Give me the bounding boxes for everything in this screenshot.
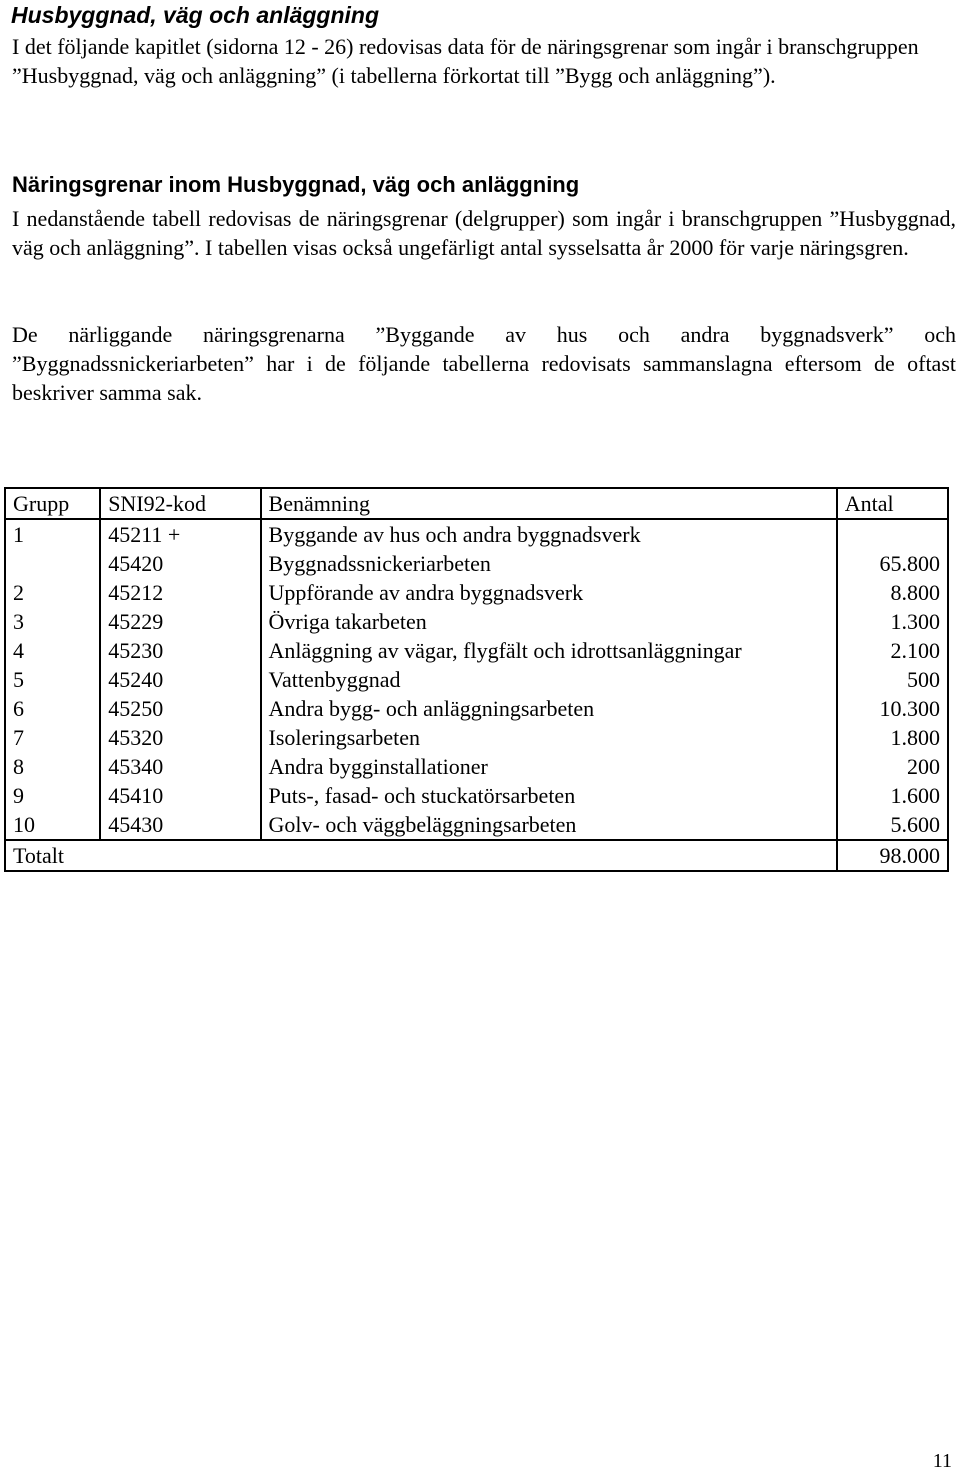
cell-benamning: Isoleringsarbeten	[261, 723, 837, 752]
cell-benamning: Anläggning av vägar, flygfält och idrottsanläggningar	[261, 636, 837, 665]
cell-grupp: 2	[5, 578, 100, 607]
cell-kod: 45320	[100, 723, 260, 752]
table-total-row	[5, 840, 948, 871]
cell-grupp: 3	[5, 607, 100, 636]
cell-antal: 1.600	[837, 781, 948, 810]
cell-antal: 1.800	[837, 723, 948, 752]
header-antal: Antal	[837, 488, 948, 519]
cell-benamning: Vattenbyggnad	[261, 665, 837, 694]
header-sni-kod: SNI92-kod	[100, 488, 260, 519]
table-body	[5, 519, 948, 871]
description-paragraph: I nedanstående tabell redovisas de näringsgrenar (delgrupper) som ingår i branschgruppen ”Husbyggnad, väg och anläggning”. I tabellen visas också ungefärligt antal sysselsatta år 2000 för varje näringsgren.	[12, 206, 956, 260]
cell-grupp: 4	[5, 636, 100, 665]
cell-antal: 65.800	[837, 519, 948, 578]
cell-grupp: 1	[5, 519, 100, 578]
cell-kod: 45250	[100, 694, 260, 723]
total-value: 98.000	[837, 840, 948, 871]
table-row	[5, 694, 948, 723]
cell-grupp: 5	[5, 665, 100, 694]
cell-kod: 45240	[100, 665, 260, 694]
intro-paragraph: I det följande kapitlet (sidorna 12 - 26) redovisas data för de näringsgrenar som ingår i branschgruppen ”Husbyggnad, väg och anläggning” (i tabellerna förkortat till ”Bygg och anläggning”).	[12, 34, 919, 88]
table-row	[5, 810, 948, 840]
total-label: Totalt	[5, 840, 837, 871]
cell-antal: 1.300	[837, 607, 948, 636]
note-paragraph: De närliggande näringsgrenarna ”Byggande av hus och andra byggnadsverk” och ”Byggnadssnickeriarbeten” har i de följande tabellerna redovisats sammanslagna eftersom de oftast beskriver samma sak.	[12, 322, 956, 405]
cell-benamning: Andra bygginstallationer	[261, 752, 837, 781]
table-row	[5, 752, 948, 781]
cell-antal: 10.300	[837, 694, 948, 723]
cell-antal: 500	[837, 665, 948, 694]
cell-antal: 5.600	[837, 810, 948, 840]
cell-benamning-line: Byggande av hus och andra byggnadsverk	[268, 522, 641, 547]
table-row	[5, 781, 948, 810]
cell-antal: 200	[837, 752, 948, 781]
table-header-row	[5, 488, 948, 519]
table-row	[5, 578, 948, 607]
cell-kod: 45230	[100, 636, 260, 665]
cell-grupp: 9	[5, 781, 100, 810]
cell-benamning: Golv- och väggbeläggningsarbeten	[261, 810, 837, 840]
page-number: 11	[932, 1450, 952, 1472]
header-benamning: Benämning	[261, 488, 837, 519]
cell-kod: 45340	[100, 752, 260, 781]
industry-table	[4, 487, 949, 872]
chapter-heading: Husbyggnad, väg och anläggning	[11, 2, 380, 28]
cell-grupp: 7	[5, 723, 100, 752]
cell-benamning: Puts-, fasad- och stuckatörsarbeten	[261, 781, 837, 810]
cell-kod	[100, 519, 260, 578]
cell-benamning: Andra bygg- och anläggningsarbeten	[261, 694, 837, 723]
cell-benamning-line: Byggnadssnickeriarbeten	[268, 551, 491, 576]
cell-grupp: 6	[5, 694, 100, 723]
section-heading: Näringsgrenar inom Husbyggnad, väg och anläggning	[12, 172, 580, 197]
table-row	[5, 607, 948, 636]
cell-benamning	[261, 519, 837, 578]
cell-kod: 45430	[100, 810, 260, 840]
table-row	[5, 519, 948, 578]
cell-kod-line: 45420	[108, 551, 164, 576]
cell-grupp: 8	[5, 752, 100, 781]
cell-kod-line: 45211 +	[108, 522, 181, 547]
cell-kod: 45212	[100, 578, 260, 607]
table-row	[5, 636, 948, 665]
cell-antal: 8.800	[837, 578, 948, 607]
cell-grupp: 10	[5, 810, 100, 840]
cell-kod: 45410	[100, 781, 260, 810]
cell-kod: 45229	[100, 607, 260, 636]
table-row	[5, 723, 948, 752]
cell-benamning: Uppförande av andra byggnadsverk	[261, 578, 837, 607]
cell-benamning: Övriga takarbeten	[261, 607, 837, 636]
header-grupp: Grupp	[5, 488, 100, 519]
table-row	[5, 665, 948, 694]
cell-antal: 2.100	[837, 636, 948, 665]
